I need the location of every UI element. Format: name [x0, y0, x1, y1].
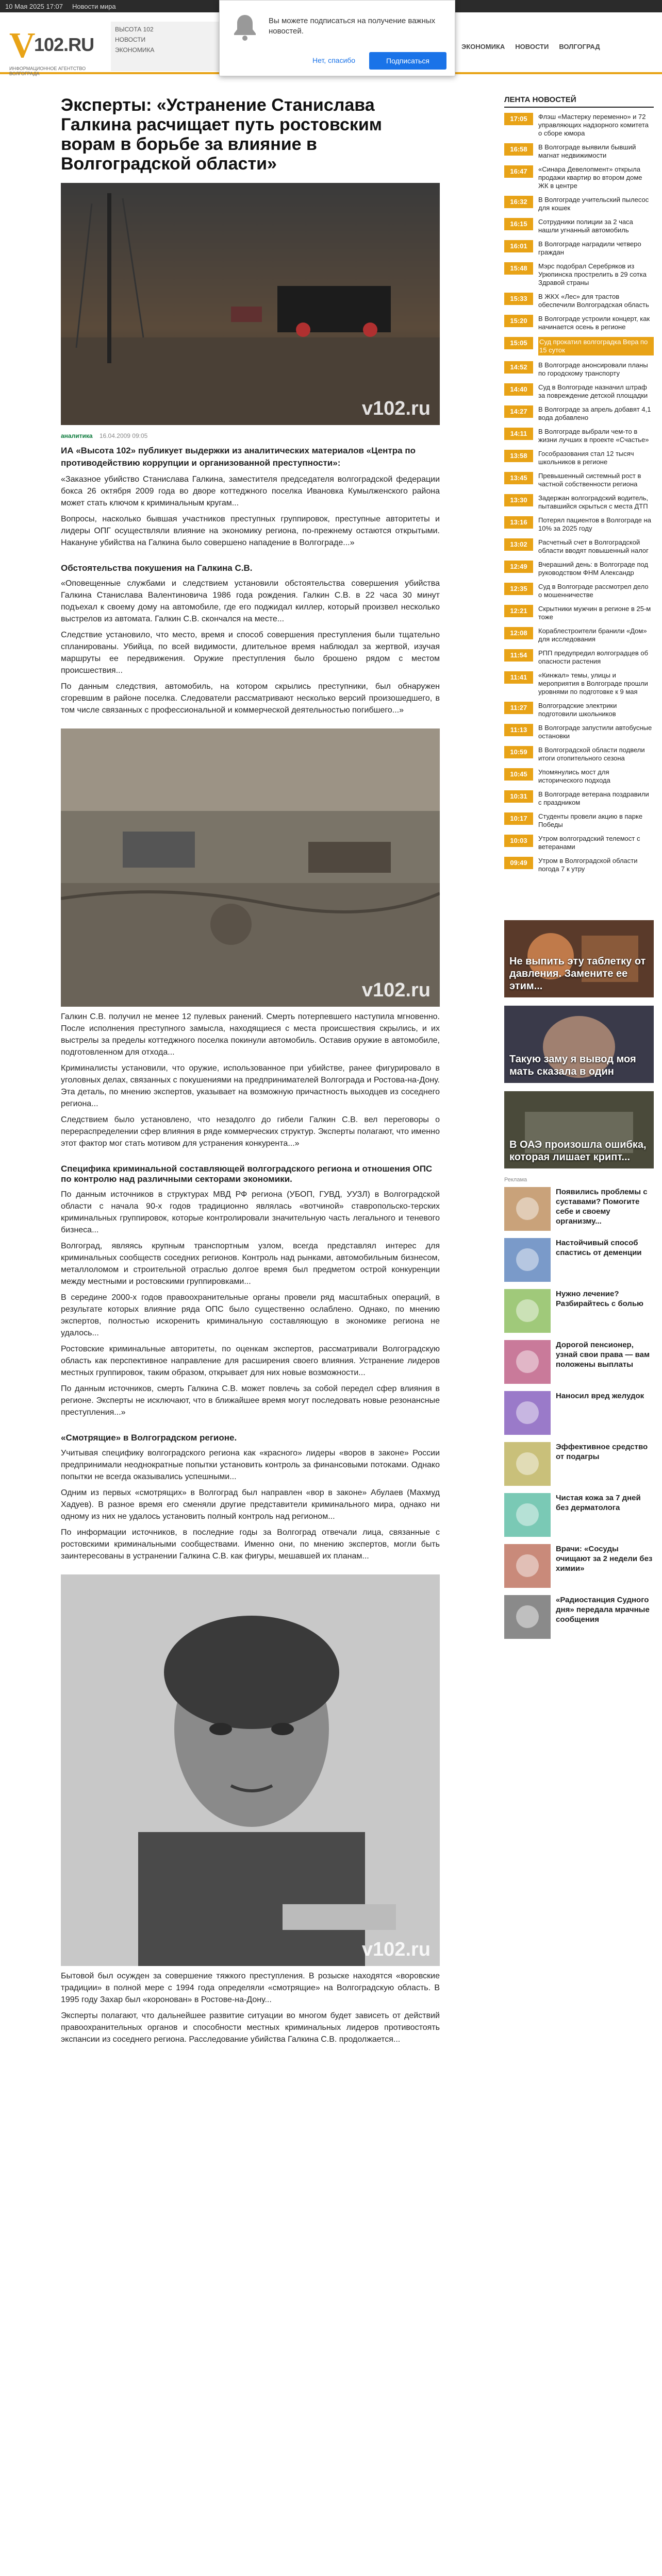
current-date: 10 Мая 2025 17:07 [5, 2, 63, 10]
news-time: 17:05 [504, 113, 533, 125]
paragraph: Одним из первых «смотрящих» в Волгоград был направлен «вор в законе» Абулаев (Махмуд Хадуев). В разное время его сменяли другие представители криминального мира, однако ни одному из них не удалось установить полный контроль над регионом... [61, 1488, 440, 1521]
promo-image [504, 1442, 551, 1486]
promo-image [504, 1391, 551, 1435]
news-time: 12:08 [504, 627, 533, 639]
nav-item[interactable]: ЭКОНОМИКА [461, 42, 505, 50]
night-road-photo [61, 183, 440, 425]
news-time: 13:45 [504, 472, 533, 484]
promo-text[interactable]: Чистая кожа за 7 дней без дерматолога [556, 1494, 641, 1512]
promo-item[interactable] [504, 1544, 654, 1588]
news-item[interactable] [504, 768, 654, 785]
promo-item[interactable] [504, 1289, 654, 1333]
promo-image [504, 1595, 551, 1639]
news-item[interactable] [504, 649, 654, 666]
news-headline[interactable]: Флэш «Мастерку переменно» и 72 управляющих надзорного комитета о сборе юмора [538, 113, 649, 137]
nav-item[interactable]: НОВОСТИ [115, 36, 146, 43]
news-time: 11:13 [504, 724, 533, 736]
news-item[interactable] [504, 450, 654, 466]
promo-image [504, 1289, 551, 1333]
news-time: 12:49 [504, 561, 533, 573]
news-item[interactable] [504, 315, 654, 331]
news-headline[interactable]: Скрытники мужчин в регионе в 25-м тоже [538, 605, 651, 621]
decline-button[interactable]: Нет, спасибо [312, 56, 356, 64]
teaser-card[interactable] [504, 1091, 654, 1168]
news-item[interactable] [504, 472, 654, 488]
logo-letter: V [9, 26, 36, 65]
news-item[interactable] [504, 262, 654, 287]
news-headline[interactable]: В Волгограде наградили четверо граждан [538, 240, 641, 256]
ad-label: Реклама [504, 1177, 527, 1183]
article [61, 95, 440, 2045]
promo-text[interactable]: Нужно лечение? Разбирайтесь с болью [556, 1290, 643, 1308]
teaser-caption: Не выпить эту таблетку от давления. Замените ее этим... [509, 956, 646, 992]
subscribe-button[interactable]: Подписаться [369, 52, 446, 70]
news-headline[interactable]: В Волгограде за апрель добавят 4,1 вода добавлено [538, 405, 651, 421]
promo-text[interactable]: Дорогой пенсионер, узнай свои права — вам положены выплаты [556, 1341, 650, 1369]
promo-text[interactable]: Эффективное средство от подагры [556, 1443, 648, 1461]
news-time: 15:20 [504, 315, 533, 327]
news-item[interactable] [504, 538, 654, 555]
news-time: 12:35 [504, 583, 533, 595]
news-item[interactable] [504, 293, 654, 309]
news-time: 15:05 [504, 337, 533, 349]
photo-watermark: v102.ru [361, 1939, 431, 1960]
paragraph: Следствием было установлено, что незадолго до гибели Галкин С.В. вел переговоры о перераспределении сфер влияния в ряде коммерческих структур. Эксперты полагают, что именно этот фактор мог стать мотивом для устранения конкурента...» [61, 1115, 440, 1148]
news-item[interactable] [504, 583, 654, 599]
paragraph: Волгоград, являясь крупным транспортным узлом, всегда представлял интерес для криминальных сообществ соседних регионов. Контроль над рынками, автомобильным бизнесом, металлоломом и строительной отраслью долгое время был предметом острой конкуренции между местными и ростовскими группировками... [61, 1242, 440, 1286]
news-time: 10:59 [504, 746, 533, 758]
news-time: 15:48 [504, 262, 533, 275]
news-headline[interactable]: В Волгограде анонсировали планы по городскому транспорту [538, 361, 648, 377]
promo-item[interactable] [504, 1340, 654, 1384]
world-news-link[interactable]: Новости мира [72, 2, 116, 10]
news-item[interactable] [504, 337, 654, 355]
paragraph: Криминалисты установили, что оружие, использованное при убийстве, ранее фигурировало в уголовных делах, связанных с покушениями на предпринимателей Волгограда и Ростова-на-Дону. Эта деталь, по мнению экспертов, указывает на возможную причастность выходцев из соседнего региона... [61, 1064, 440, 1108]
photo-watermark: v102.ru [361, 398, 431, 419]
news-headline[interactable]: Суд прокатил волгоградка Вера по 15 суток [538, 337, 654, 355]
promo-item[interactable] [504, 1442, 654, 1486]
news-item[interactable] [504, 605, 654, 621]
promo-image [504, 1238, 551, 1282]
paragraph: Следствие установило, что место, время и способ совершения преступления были тщательно спланированы. Убийца, по всей видимости, длительное время наблюдал за жертвой, изучая маршруты ее передвижения. Оружие преступления было брошено рядом с местом происшествия... [61, 631, 440, 675]
news-headline[interactable]: Упомянулись мост для исторического подхода [538, 768, 610, 784]
article-date: 16.04.2009 09:05 [99, 432, 148, 439]
news-headline[interactable]: В Волгограде учительский пылесос для кошек [538, 196, 649, 212]
sidebar [504, 95, 654, 1646]
bell-icon [232, 13, 258, 42]
news-item[interactable] [504, 240, 654, 257]
article-lead: ИА «Высота 102» публикует выдержки из аналитических материалов «Центра по противодействию коррупции и организованной преступности»: [61, 446, 416, 468]
news-headline[interactable]: Вчерашний день: в Волгограде под руководством ФНМ Александр [538, 561, 649, 577]
news-item[interactable] [504, 143, 654, 160]
promo-item[interactable] [504, 1493, 654, 1537]
news-time: 16:01 [504, 240, 533, 252]
news-time: 14:40 [504, 383, 533, 396]
news-item[interactable] [504, 561, 654, 577]
paragraph: Бытовой был осужден за совершение тяжкого преступления. В розыске находятся «воровские традиции» в полной мере с 1994 года определяли «смотрящие» на Волгоградскую область. В 1995 году Захар был «коронован» в Ростове-на-Дону... [61, 1972, 440, 2004]
promo-item[interactable] [504, 1391, 654, 1435]
portrait-photo [61, 1574, 440, 1966]
news-item[interactable] [504, 405, 654, 422]
article-meta [61, 432, 440, 439]
news-time: 16:15 [504, 218, 533, 230]
news-time: 14:27 [504, 405, 533, 418]
popup-message: Вы можете подписаться на получение важных новостей. [269, 16, 436, 36]
promo-text[interactable]: Наносил вред желудок [556, 1392, 644, 1400]
promo-text[interactable]: Настойчивый способ спастись от деменции [556, 1239, 642, 1257]
paragraph: Эксперты полагают, что дальнейшее развитие ситуации во многом будет зависеть от действий правоохранительных органов и способности местных криминальных лидеров противостоять экспансии из соседнего региона. Расследование убийства Галкина С.В. продолжается... [61, 2011, 440, 2044]
promo-list [504, 1187, 654, 1639]
news-time: 16:47 [504, 165, 533, 178]
news-headline[interactable]: Мэрс подобрал Серебряков из Урюпинска прострелить в 29 сотка Здравой страны [538, 262, 647, 286]
news-headline[interactable]: В Волгоградской области подвели итоги отопительного сезона [538, 746, 645, 762]
section-heading: «Смотрящие» в Волгоградском регионе. [61, 1433, 237, 1443]
news-headline[interactable]: Задержан волгоградский водитель, пытавшийся скрыться с места ДТП [538, 494, 649, 510]
news-time: 11:27 [504, 702, 533, 714]
news-headline[interactable]: Волгоградские электрики подготовили школьников [538, 702, 617, 718]
nav-item[interactable]: ВОЛГОГРАД [559, 42, 600, 50]
nav-item[interactable]: НОВОСТИ [515, 42, 549, 50]
news-time: 12:21 [504, 605, 533, 617]
news-time: 13:30 [504, 494, 533, 506]
news-headline[interactable]: Потерял пациентов в Волгограде на 10% за 2025 году [538, 516, 652, 532]
news-time: 13:16 [504, 516, 533, 529]
news-time: 09:49 [504, 857, 533, 869]
news-time: 10:03 [504, 835, 533, 847]
news-time: 10:45 [504, 768, 533, 781]
news-item[interactable] [504, 428, 654, 444]
news-time: 14:52 [504, 361, 533, 374]
paragraph: По данным следствия, автомобиль, на котором скрылись преступники, был обнаружен сгоревшим в районе поселка. Следователи рассматривают несколько версий произошедшего, в том числе связанных с профессиональной и коммерческой деятельностью погибшего...» [61, 682, 440, 715]
news-time: 14:11 [504, 428, 533, 440]
paragraph: Галкин С.В. получил не менее 12 пулевых ранений. Смерть потерпевшего наступила мгновенно. После исполнения преступного замысла, находящиеся с места происшествия скрылись, и их выстрелы за пределы коттеджного поселка покинули автомобиль. Оставив оружие в автомобиле, подготовленном для отхода... [61, 1012, 440, 1057]
promo-image [504, 1544, 551, 1588]
teaser-card[interactable] [504, 920, 654, 997]
paragraph: Ростовские криминальные авторитеты, по оценкам экспертов, рассматривали Волгоградскую область как перспективное направление для расширения своего влияния. Устранение лидеров местных группировок, таким образом, открывает для них новые возможности... [61, 1345, 440, 1377]
news-time: 11:41 [504, 671, 533, 684]
promo-item[interactable] [504, 1238, 654, 1282]
news-headline[interactable]: «Синара Девелопмент» открыла продажи квартир во втором доме ЖК в центре [538, 165, 642, 190]
news-item[interactable] [504, 671, 654, 696]
nav-left [111, 22, 224, 71]
news-headline[interactable]: В Волгограде выявили бывший магнат недвижимости [538, 143, 636, 159]
crime-scene-photo [61, 728, 440, 1007]
logo-tagline: ИНФОРМАЦИОННОЕ АГЕНТСТВО ВОЛГОГРАДА [9, 66, 86, 76]
news-headline[interactable]: Утром в Волгоградской области погода 7 к утру [538, 857, 638, 873]
paragraph: Учитывая специфику волгоградского региона как «красного» лидеры «воров в законе» России предпринимали неоднократные попытки установить контроль за финансовыми потоками. Однако попытки не всегда оказывались успешными... [61, 1449, 440, 1481]
news-item[interactable] [504, 516, 654, 533]
news-headline[interactable]: РПП предупредил волгоградцев об опасности растения [538, 649, 649, 665]
news-headline[interactable]: Гособразования стал 12 тысяч школьников в регионе [538, 450, 634, 466]
news-headline[interactable]: В Волгограде запустили автобусные остановки [538, 724, 652, 740]
subscribe-popup [219, 0, 455, 76]
news-time: 15:33 [504, 293, 533, 305]
news-item[interactable] [504, 113, 654, 138]
nav-item[interactable]: ЭКОНОМИКА [115, 46, 155, 54]
news-item[interactable] [504, 218, 654, 234]
news-item[interactable] [504, 196, 654, 212]
site-logo[interactable] [9, 26, 94, 76]
news-item[interactable] [504, 724, 654, 740]
promo-text[interactable]: Появились проблемы с суставами? Помогите себе и своему организму... [556, 1188, 648, 1226]
section-heading: Специфика криминальной составляющей волгоградского региона и отношения ОПС по контролю над различными секторами экономики. [61, 1164, 433, 1184]
news-feed-title: ЛЕНТА НОВОСТЕЙ [504, 95, 654, 108]
news-item[interactable] [504, 790, 654, 807]
logo-number: 102.RU [34, 34, 94, 55]
news-feed [504, 113, 654, 873]
promo-item[interactable] [504, 1187, 654, 1231]
news-headline[interactable]: Расчетный счет в Волгоградской области вводят повышенный налог [538, 538, 649, 554]
news-item[interactable] [504, 361, 654, 378]
news-item[interactable] [504, 165, 654, 190]
news-item[interactable] [504, 702, 654, 718]
nav-item[interactable]: ВЫСОТА 102 [115, 26, 154, 33]
news-item[interactable] [504, 857, 654, 873]
news-time: 11:54 [504, 649, 533, 662]
news-headline[interactable]: В Волгограде выбрали чем-то в жизни лучших в проекте «Счастье» [538, 428, 649, 444]
promo-image [504, 1340, 551, 1384]
news-headline[interactable]: Утром волгоградский телемост с ветеранами [538, 835, 640, 851]
news-item[interactable] [504, 835, 654, 851]
news-item[interactable] [504, 746, 654, 762]
news-item[interactable] [504, 494, 654, 511]
news-headline[interactable]: Суд в Волгограде рассмотрел дело о мошенничестве [538, 583, 649, 599]
article-title: Эксперты: «Устранение Станислава Галкина расчищает путь ростовским ворам в борьбе за влияние в Волгоградской области» [61, 95, 382, 174]
paragraph: По данным источников, смерть Галкина С.В. может повлечь за собой передел сфер влияния в регионе. Эксперты не исключают, что в ближайшее время могут последовать новые резонансные преступления...» [61, 1384, 440, 1417]
paragraph: В середине 2000-х годов правоохранительные органы провели ряд масштабных операций, в результате которых влияние ряда ОПС было существенно ослаблено. Однако, по мнению экспертов, полностью искоренить криминальную составляющую в экономике региона не удалось... [61, 1293, 440, 1337]
promo-text[interactable]: Врачи: «Сосуды очищают за 2 недели без химии» [556, 1545, 653, 1573]
news-headline[interactable]: В Волгограде устроили концерт, как начинается осень в регионе [538, 315, 650, 331]
news-headline[interactable]: Сотрудники полиции за 2 часа нашли угнанный автомобиль [538, 218, 633, 234]
teaser-card[interactable] [504, 1006, 654, 1083]
article-photo-3 [61, 1574, 440, 1966]
news-time: 10:31 [504, 790, 533, 803]
paragraph: «Оповещенные службами и следствием установили обстоятельства совершения убийства Галкина Станислава Валентиновича 1986 года рождения. Галкин С.В. в 22 часа 30 минут подъехал к своему дому на автомобиле, где его поджидал киллер, который произвел несколько выстрелов из автомата. Галкин С.В. скончался на месте... [61, 579, 440, 623]
news-time: 13:58 [504, 450, 533, 462]
section-heading: Обстоятельства покушения на Галкина С.В. [61, 563, 253, 573]
teaser-caption: Такую заму я вывод моя мать сказала в один [509, 1054, 636, 1077]
promo-item[interactable] [504, 1595, 654, 1639]
paragraph: По данным источников в структурах МВД РФ региона (УБОП, ГУВД, УУЗЛ) в Волгоградской области с начала 90-х годов традиционно являлась «вотчиной» ставропольско-терских криминальных группировок, которые контролировали значительную часть легального и теневого бизнеса... [61, 1190, 440, 1234]
article-photo-2 [61, 728, 440, 1007]
teaser-caption: В ОАЭ произошла ошибка, которая лишает крипт... [509, 1139, 647, 1163]
news-time: 16:32 [504, 196, 533, 208]
news-headline[interactable]: Суд в Волгограде назначил штраф за повреждение детской площадки [538, 383, 648, 399]
news-headline[interactable]: «Кинжал» темы, улицы и мероприятия в Волгограде прошли уровнями по подготовке к 9 мая [538, 671, 648, 696]
paragraph: «Заказное убийство Станислава Галкина, заместителя председателя волгоградской федерации бокса 26 октября 2009 года во дворе коттеджного поселка Ивановка Кумылженского района может стать ключом к криминальным кругам... [61, 475, 440, 507]
article-photo-1 [61, 183, 440, 425]
news-item[interactable] [504, 812, 654, 829]
news-headline[interactable]: Кораблестроители бранили «Дом» для исследования [538, 627, 647, 643]
article-category[interactable]: аналитика [61, 432, 93, 439]
news-headline[interactable]: Превышенный системный рост в частной собственности региона [538, 472, 641, 488]
promo-text[interactable]: «Радиостанция Судного дня» передала мрачные сообщения [556, 1596, 650, 1624]
news-time: 10:17 [504, 812, 533, 825]
nav-right [461, 22, 660, 71]
news-headline[interactable]: В ЖКХ «Лес» для трастов обеспечили Волгоградская область [538, 293, 649, 309]
paragraph: По информации источников, в последние годы за Волгоград отвечали лица, связанные с ростовскими криминальными сообществами. Именно они, по мнению экспертов, могли быть заинтересованы в устранении Галкина С.В. как фигуры, мешавшей их планам... [61, 1528, 440, 1561]
news-item[interactable] [504, 627, 654, 643]
news-time: 16:58 [504, 143, 533, 156]
news-item[interactable] [504, 383, 654, 400]
promo-image [504, 1187, 551, 1231]
news-headline[interactable]: В Волгограде ветерана поздравили с праздником [538, 790, 649, 806]
paragraph: Вопросы, насколько бывшая участников преступных группировок, преступные авторитеты и лидеры ОПГ осуществляли влияние на экономику региона, по-прежнему остаются открытыми. Накануне убийства на Галкина было совершено нападение в Волгограде...» [61, 515, 440, 547]
news-headline[interactable]: Студенты провели акцию в парке Победы [538, 812, 643, 828]
photo-watermark: v102.ru [361, 979, 431, 1001]
news-time: 13:02 [504, 538, 533, 551]
promo-image [504, 1493, 551, 1537]
